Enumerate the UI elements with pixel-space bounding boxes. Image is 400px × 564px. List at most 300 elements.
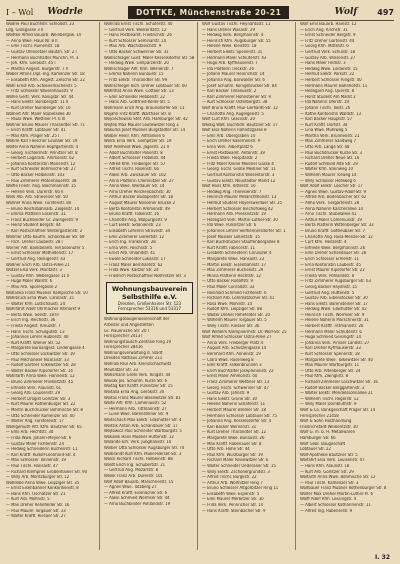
- directory-entry: — Hans Postbeamt. Friedrichstr. 26: [104, 33, 172, 39]
- directory-entry: — Rosa Wwe. Mohnstr. 14: [202, 301, 253, 307]
- directory-entry: — Hugo Arb. Kyffhäuserstr. 7: [202, 61, 258, 67]
- directory-entry: — Paul Mechaniker Nicolaistr. 33: [6, 357, 69, 363]
- directory-entry: — Minna Plätterin Hechtstr. 12: [202, 273, 261, 279]
- directory-entry: Wolek Franz Arb. Dürerstr. 101: [104, 473, 164, 479]
- directory-entry: Wolbrandt Kurt Kfm. Müller-Berset-Str. 3: [104, 451, 182, 457]
- directory-entry: — Heinrich Kfm. Augsburger Str. 55: [202, 38, 271, 44]
- directory-entry: — Kurt Kraftf. Fabricestr. 11: [202, 245, 255, 251]
- directory-entry: — Richard Dreher Neue Str. 16: [300, 156, 360, 162]
- directory-entry: — Erich Dreher Kasernenstr. 9: [202, 139, 261, 145]
- directory-entry: — Emil Arb. Hechtstr. 30: [6, 430, 54, 436]
- directory-entry: — Gertrud Verk. Weißeritzstr. 12: [104, 27, 167, 33]
- directory-entry: — Erich Schlosser Ermelstr. 11: [300, 256, 359, 262]
- directory-entry: — Otto Schneider Kamenzer Str. 40: [6, 413, 75, 419]
- directory-entry: — Kurt Arb. Mohnstr. 5: [6, 497, 50, 503]
- directory-entry: — Karl Postschaffner Wintergartenstr. 2: [6, 228, 83, 234]
- directory-entry: — Johanna Ang. Kesselsdorfer Str. 4: [202, 419, 272, 425]
- directory-entry: — Emil Zimmerer Gellertstr. 12: [104, 234, 165, 240]
- directory-entry: — Hans Dreher Wasastr. 29: [202, 27, 255, 33]
- page-number: 497: [377, 7, 394, 17]
- directory-entry: Woitschach Max Elektr. Glashütter Str. 4: [104, 418, 182, 423]
- directory-entry: Wolf Emil Bauarb. Hainstr. 12: [300, 22, 357, 27]
- directory-entry: Wohlthat Anna Wwe. Cottaer Str. 13: [104, 89, 174, 95]
- directory-entry: — Alwin Arb. Zwickauer Str. 102: [104, 173, 167, 179]
- directory-entry: — Josef Musiker Lößnitzstr. 15: [202, 234, 260, 240]
- directory-entry: Woitalla Erna Ang. Gerokstr. 30: [104, 390, 165, 396]
- directory-entry: Wöber Alfons Dipl.-Ing. Kamenzer Str. 18: [6, 72, 85, 78]
- directory-entry: — Horst Student Am Markt 2: [300, 94, 356, 100]
- directory-entry: — Hans Kfm. Oschatzer Str. 21: [6, 491, 66, 497]
- directory-entry: — Paul Tischl. Hansastr. 47: [6, 463, 58, 469]
- directory-entry: — Gustav Kfm. Webergasse 11 II: [6, 273, 70, 279]
- directory-entry: Wokurka Josef Musiker Burgstädter Str. 14: [104, 128, 186, 134]
- directory-entry: — Frida Wwe. Kaitzer Str. 24: [104, 268, 159, 274]
- directory-entry: — Helmut Elektr. Parkstr. 22: [300, 72, 355, 78]
- directory-entry: — Willy Elektr. Zschonergrundstr. 3: [202, 469, 270, 475]
- directory-entry: Wolf Gustav Tischl. Heynahtsstr. 11: [202, 22, 271, 27]
- directory-entry: — Helene Verk. Dürerstr. 66 II: [6, 189, 64, 195]
- directory-entry: — Agnes Wwe. Gustav-Adolf-Str. 9: [300, 189, 366, 195]
- directory-entry: — Lina Wwe. Mühlweg 5: [300, 128, 348, 134]
- directory-entry: — Kurt Schlosser Seminarstr. 14: [104, 38, 167, 44]
- directory-entry: Wöhlert Alfr. Maler Stübelallee 30: [6, 111, 71, 117]
- directory-entry: — Walter Ang. Förstereistr. 17: [6, 419, 64, 425]
- directory-entry: — Fritz Zimmerer Augsburger Str. 63: [300, 279, 371, 285]
- directory-entry: — Alfred Kraftf. Eisenacher Str. 6: [104, 490, 168, 496]
- directory-entry: Wolff Adolf Kfm. Lessingstr. 4: [300, 497, 357, 503]
- column-4: [300, 22, 394, 550]
- directory-entry: — Rich. Dreher Laubestr. 28 I: [6, 240, 63, 246]
- directory-entry: — Hans Kraftf. Steinbacher Str. 9: [202, 508, 266, 514]
- directory-entry: Wolf Gebr. Baugeschäft: [300, 441, 346, 447]
- directory-entry: — Herbert Schlosser Ringstr. 40: [300, 77, 362, 83]
- directory-entry: Wodtke Alfred Bauarb. Weinbergsw. 14: [6, 33, 81, 39]
- directory-entry: — Fritz Elektr. Tharandter Str. 99: [104, 77, 168, 83]
- directory-entry: Wolfbauer Franz Musiker Rothenburger Str. 8: [300, 486, 387, 492]
- directory-entry: — Erich Ang. Kirchstr. 31: [300, 27, 348, 33]
- directory-entry: — Anna Wwe. Werdauer Str. 14: [104, 184, 165, 190]
- directory-entry: — Kurt Schlosser Osterbergstr. 38: [202, 100, 268, 106]
- directory-entry: Wolck Richard Tischl. Holbeinstr. 88: [104, 457, 173, 463]
- directory-entry: — Kurt Dreher Nürnberger Str. 16: [6, 105, 71, 111]
- directory-entry: Wohlrab Ernst Tischl. Schäferstr. 40: [104, 22, 173, 27]
- directory-entry: Fernsprecher 24137: [104, 334, 143, 340]
- directory-entry: — Hedwig Verk. Bergmannstr. 4: [202, 33, 264, 39]
- directory-entry: — Richard Maler Reisewitzer Str. 6: [202, 458, 269, 464]
- directory-entry: — Walter Kfm. Lüttichaustr. 24: [6, 301, 66, 307]
- directory-entry: — Hermann Buchhalter Münchn. Pl. 3: [6, 55, 79, 61]
- directory-entry: — Clara Wwe. Rosenweg 8: [202, 357, 254, 363]
- directory-entry: Wölk Alb. Arb. Striesener Str. 50: [6, 195, 68, 201]
- directory-entry: Wohlschläger Gust. Maler Kesselsdorfer Str. 58: [104, 55, 195, 61]
- directory-entry: — Margarete Büroangest. Lindengasse 4: [6, 346, 85, 352]
- directory-entry: — Karl Dreher Kyffhäuserstr. 33: [300, 346, 361, 352]
- directory-entry: — Ernst Schlosser Mathildenstr. 17: [6, 251, 74, 257]
- directory-entry: Löbtauer Str. 22: [300, 447, 331, 453]
- column-2: [104, 22, 198, 550]
- directory-entry: — Gertrud Ang. Mozartstr. 8: [104, 468, 159, 474]
- directory-entry: — Friedrich Postschaffner Nöthnitzer Str. 3: [104, 273, 186, 279]
- directory-entry: — Albert Schlosser Katharinenstr. 11: [300, 503, 371, 509]
- directory-entry: — Bruno Kraftf. Falkenstr. 16: [104, 212, 159, 218]
- directory-entry: — Arno Dreher Reichenbachstr. 30: [104, 189, 171, 195]
- directory-entry: — Hans Elektr. Bärensteiner Str. 17: [300, 301, 368, 307]
- directory-entry: Woitag Karl Kraftf. Pulsnitzer Str. 15: [104, 384, 173, 390]
- directory-entry: — Erich Ing. Franklinstr. 28: [104, 240, 156, 246]
- directory-entry: — Joh. Kfm. Gerokstr. 45 I: [6, 61, 56, 67]
- directory-entry: Wohnungstausch-Zentrale Ring 19: [104, 339, 171, 345]
- directory-entry: — Margarete Wwe. Tolkewitzer Str. 40: [300, 357, 373, 363]
- directory-entry: Wölfle Friedr. Ang. Blochmannstr. 15: [6, 184, 76, 190]
- directory-entry: — Emil Schneider Hebbelstr. 22: [104, 94, 166, 100]
- directory-entry: Wolber Otto Schlosser Augsburger Str. 70: [104, 445, 185, 451]
- directory-entry: — Johannes Lehrer Hüblerstr. 40: [6, 335, 69, 341]
- directory-entry: Wölfel Anna Näherin Hopfgartenstr. 4: [6, 145, 79, 151]
- directory-entry: — Paula Wwe. Wettiner Pl. 6 III: [6, 117, 66, 123]
- directory-entry: Wolf & Co. Bankgeschäft Prager Str. 14: [300, 407, 376, 413]
- directory-entry: — Kurt Kraftf. Wiener Str. 52: [6, 340, 61, 346]
- directory-entry: — Hermann Schlosser Löbtauer Str. 75: [202, 413, 277, 419]
- directory-entry: — Ernst Maurer Kipsdorfer Str. 22: [300, 268, 365, 274]
- directory-entry: — Ernst Postbeamt. Antonstr. 39: [202, 150, 265, 156]
- directory-entry: — Alfred Tischl. Burgkstr. 22: [202, 475, 257, 481]
- directory-entry: — Arthur Bäcker Budapester Str. 18: [104, 195, 174, 201]
- directory-entry: — Paul Kfm. Zwinglistr. 8: [300, 374, 349, 380]
- directory-entry: — Max Maurer Wartburgstr. 11: [300, 363, 360, 369]
- directory-entry: Wöhl Ernst Arb. Schleiermacherstr. 5: [6, 83, 77, 89]
- directory-entry: Wohlgemuth Alfr. Kfm. Bautzner Str. 65: [6, 424, 82, 430]
- directory-entry: Wolf Alfred Schlosser Ostra-Allee 27: [202, 335, 272, 341]
- directory-entry: — Gustav Arb. Eibenstocker Str. 30: [300, 296, 368, 302]
- ad-phone-line: Fernsprecher 53316 und 53317: [117, 306, 181, 312]
- directory-entry: Wöhle Gertr. Verk. Königsbr. Str. 44: [6, 94, 74, 100]
- directory-entry: — Arthur Arb. Wölfnitzer Ring 7: [202, 480, 263, 486]
- directory-entry: — Helene Näherin Schäferstr. 11: [202, 402, 266, 408]
- directory-entry: Friedrichstadt Weißeritzstr. 30: [300, 424, 358, 430]
- directory-entry: — Bruno Zimmerer Prießnitzstr. 45: [6, 380, 74, 385]
- directory-entry: — Anna Wwe. Haus Nr. 8 II: [6, 38, 58, 44]
- directory-entry: — Erich Kraftf. Löbtauer Str. 41: [6, 128, 66, 134]
- directory-entry: — Rudolf Gärtner Tolkewitzer Str. 28: [6, 363, 76, 369]
- directory-entry: — Josef Schuhm. Königsbrücker Str. 84: [202, 83, 277, 89]
- directory-entry: — Georg Bäcker Haydnstr. 15: [300, 284, 358, 290]
- directory-entry: — Hans Elektr. Grüne Str. 30: [202, 396, 257, 402]
- directory-entry: Wohrab Paul Arb. Kleinzschachwitz: [104, 362, 172, 368]
- directory-entry: — Hedwig Schneiderin Buchenstr. 11: [6, 447, 78, 453]
- directory-entry: — Fritz Schlosser Waisenhausstr. 9: [6, 89, 73, 95]
- directory-entry: — Martin Elektr. Eisenbahnstr. 17: [202, 262, 267, 268]
- directory-entry: — Johann Tischl. Talstr. 26: [300, 105, 351, 111]
- directory-entry: Wojtowicz Paul Schneider Wartburgstr. 5: [104, 429, 182, 435]
- directory-entry: Wolf Adelheid Wwe. Jägerstr. 21 II: [104, 145, 170, 151]
- directory-entry: — August Maurer Nossener Brücke 2: [104, 201, 175, 206]
- directory-entry: — Otto Arb. Hohe Str. 44: [202, 447, 250, 453]
- directory-entry: — Erich Ing. Reichsstr. 36: [6, 318, 56, 324]
- directory-entry: — Margarete Wwe. Hansastr. 23: [202, 256, 265, 262]
- directory-entry: — Ida Wwe. Pulsnitzer Str. 6: [202, 223, 257, 229]
- directory-entry: Wohnungsverwaltung d. Stadt: [104, 350, 163, 356]
- directory-entry: — Gustav Ofensetzer Bautzn. Str. 2 I: [6, 49, 77, 55]
- directory-entry: — Johannes Lehrer Seifhennersdorfer Str. 1: [202, 228, 286, 234]
- directory-entry: — Paul Zimmerer Pfotenhauerstr. 38: [6, 178, 77, 184]
- directory-entry: — Herbert Elektr. Spenerstr. 31: [202, 49, 263, 55]
- directory-entry: — Herbert Kraftf. Tittmannstr. 20: [300, 324, 364, 330]
- directory-entry: — Arthur Maler Comeniusstr. 19: [300, 217, 362, 223]
- directory-entry: — Hans Elektr. Borsbergstr. 11 II: [6, 100, 69, 106]
- directory-entry: — Willy Arb. Moritzburger Str. 12: [6, 475, 70, 481]
- directory-entry: — Walter Kraftf. Riesaer Str. 27: [6, 514, 66, 520]
- directory-entry: — Hedwig Wwe. Glashütter Str. 42: [300, 307, 367, 313]
- advertisement-box: [106, 282, 193, 314]
- directory-entry: — Max Zimmerer Sandweg 7: [300, 139, 357, 145]
- directory-entry: — Franz Zimmerer Wettiner Str. 13: [202, 380, 270, 385]
- directory-entry: — Gustav Arb. Jahnstr. 9: [202, 391, 250, 397]
- directory-entry: — Kurt Maurer Rothenburger Str. 22: [6, 402, 76, 408]
- directory-entry: — Franz Maler Bernhardstr. 62: [104, 262, 163, 268]
- directory-entry: Wohmann Erich Ang. Braunsdorfer Str. 11: [104, 105, 185, 111]
- directory-entry: Wodrle Paul Buchhdlr. Schloßstr. 23: [6, 22, 75, 27]
- directory-entry: — Hans Kfm. Alaunstr. 18: [300, 463, 350, 469]
- directory-entry: — Fritz Maler Kleine Meißner Gasse 4: [202, 161, 274, 167]
- directory-entry: — Paul Buchdrucker Kurze Str. 3: [300, 150, 363, 156]
- directory-entry: Wötzel Elsa Verk. Moritzstr. 3: [6, 268, 62, 274]
- directory-entry: — Elisabeth Kfm. Angest. Zelsche Str. 22: [6, 77, 85, 83]
- directory-entry: — Fritz Dreher Gartenstr. 44: [300, 38, 355, 44]
- directory-entry: — Johann Maurer Heinrichstr. 14: [202, 72, 265, 78]
- ad-subtitle-line: Selbsthilfe e.V.: [121, 293, 178, 302]
- entry-columns: [6, 22, 394, 550]
- directory-entry: — Paul Maurer Torgauer Str. 33: [6, 508, 66, 514]
- directory-entry: — Willy Schlosser Hohlweg 6: [300, 178, 356, 184]
- directory-entry: — Max Kraftf. Rabenauer Str. 8: [202, 441, 262, 447]
- directory-entry: — Herbert Lagerarb. Ammonstr. 62: [6, 156, 75, 162]
- directory-entry: Fernsprecher 21458: [300, 413, 339, 419]
- directory-entry: Wolf Adolf Elektr. Löscher Str. 17: [300, 184, 363, 190]
- directory-entry: — Otto Bäcker Rudolfstr. 9: [202, 279, 254, 285]
- directory-entry: — Otto Arb. Lange Str. 48: [300, 145, 350, 151]
- directory-entry: — Albert Schlosser Fröbelstr. 44: [104, 156, 166, 162]
- directory-entry: — Max Schlosser Tannenstr. 19: [6, 458, 66, 464]
- directory-entry: — Hugo Schmied Geisingstr. 14: [300, 335, 361, 341]
- directory-entry: — Charlotte Ang. Rosa-Menzer-Str. 12: [300, 234, 373, 240]
- directory-entry: — Hedwig Wwe. Grillparzerstr. 20: [104, 61, 169, 67]
- directory-entry: — Frida Wwe. Johann-Meyer-Str. 6: [6, 435, 72, 441]
- directory-entry: Wolf-Apotheke Bautzner Str. 5: [300, 452, 358, 458]
- directory-entry: — Willy Tischl. Riesaer Str. 36: [202, 324, 260, 330]
- directory-entry: — Charlotte Ang. Kügelgenstr. 5: [202, 111, 264, 117]
- directory-entry: Wolfer Max Dreher Martin-Luther-Pl. 6: [300, 491, 373, 497]
- directory-entry: — Hedwig Wwe. Lindenstr. 15: [300, 66, 358, 72]
- directory-entry: — Charlotte Ang. Walpurgisstr. 9: [104, 217, 167, 223]
- header-name-left: Wodrle: [47, 7, 83, 17]
- directory-entry: Wolf Elsa Näherin Rähnitzgasse 8: [202, 128, 267, 134]
- directory-entry: — Georg Tischl. Schweriner Str. 47: [202, 385, 269, 391]
- directory-entry: — Karl Zimmerer Hohnsteiner Str. 9: [202, 94, 272, 100]
- directory-entry: — Elisabeth Wwe. Espenstr. 5: [202, 491, 260, 497]
- directory-entry: — Emma Näherin Bünaustr. 15: [104, 72, 164, 78]
- directory-entry: — Alfred Arb. Bodenbacher Str. 62: [300, 195, 367, 201]
- directory-entry: — Erich Buchhalter Josephinenstr. 22: [202, 368, 274, 374]
- directory-entry: — Gertrud Kontoristin Wiesentorstr. 3: [202, 173, 275, 179]
- directory-entry: — Georg Tischl. Große Meißner Str. 11: [202, 167, 276, 173]
- directory-entry: — Max Dreher Rehefelder Str. 16: [6, 503, 70, 509]
- directory-entry: — Berta Plätterin Wittenberger Str. 33: [300, 223, 374, 229]
- directory-entry: — Elisabeth Lehrerin Struvestr. 34: [104, 228, 170, 234]
- directory-entry: — Johanna Ang. Bärwalder Str. 6: [202, 77, 265, 83]
- directory-entry: Fernsprecher 28416: [104, 345, 143, 351]
- directory-entry: — Heinz Student Bergstr. 44: [6, 223, 61, 229]
- directory-entry: — Gertrud Ang. Huttenstr. 5: [300, 290, 355, 296]
- page-header: [6, 4, 394, 21]
- directory-entry: — Otto Bäcker Holbeinstr. 103: [6, 173, 65, 179]
- directory-entry: — Adolf Buchhalter Polierstr. 8: [104, 150, 163, 156]
- directory-entry: — Agnes Wwe. Tatzberg 27: [104, 485, 157, 491]
- directory-entry: — Ida Näherin Uferstr. 19: [300, 100, 349, 106]
- directory-entry: — Otto Schlosser Lockwitzer Str. 19: [6, 352, 75, 358]
- directory-entry: — Erna Verk. Reichsstr. 5: [104, 245, 153, 251]
- directory-entry: — Hermann Arb. Priessnitzstr. 19: [202, 212, 266, 218]
- directory-entry: — Karl Bäcker Hauptstr. 57: [300, 117, 353, 123]
- directory-entry: — Georg Tischlermstr. Pillnitzer Str. 8: [6, 150, 78, 156]
- directory-entry: — Richard Arb. Lommatzscher Str. 41: [202, 296, 275, 302]
- page-footer-mark: I. 32: [375, 554, 390, 561]
- directory-entry: Wohlschlegel Rich. Dreher Löbtauer Str. 60: [104, 83, 187, 89]
- ad-title-line: Wohnungsbauverein: [111, 285, 188, 294]
- directory-entry: — Kurt Schneider Böhmische Str. 27: [6, 167, 76, 173]
- directory-entry: Wolf Adolf Bauarb. Marschnerstr. 15: [104, 479, 174, 485]
- directory-entry: — Emil Maurer Merbitzer Str. 30: [202, 497, 264, 503]
- directory-entry: — Georg Kfm. Mittelstr. 6: [300, 44, 349, 50]
- directory-entry: Woitzik Anton Arb. Schandauer Str. 17: [104, 423, 178, 429]
- directory-entry: Wolf Curt Kfm. Glacisstr. 20: [202, 117, 255, 123]
- directory-entry: — Georg Arb. Louisenstr. 29: [6, 391, 61, 397]
- directory-entry: — Karl Bäcker Wernerstr. 31: [202, 424, 257, 430]
- directory-entry: — Bernhard Kfm. Annenstr. 19: [202, 352, 261, 358]
- directory-entry: — Martin Buchdrucker Böhmische Str. 8: [6, 407, 83, 413]
- directory-entry: — Berta Kontoristin Ammonstr. 49: [104, 206, 170, 212]
- directory-entry: — Kurt Kraftf. Dorfstr. 34: [300, 122, 348, 128]
- directory-entry: — Anna Näherin Karcherallee 14: [300, 206, 363, 212]
- directory-entry: Woldt Erich Ing. Schubertstr. 21: [104, 462, 166, 468]
- directory-entry: Wohlbrück Erna Wwe. Carolastr. 15: [6, 296, 74, 302]
- directory-entry: — Heinrich Tischl. Wormser Str. 9: [300, 312, 365, 318]
- directory-entry: — Ernst Maler Ammonstr. 60: [202, 374, 258, 380]
- directory-entry: — Gustav Maler Fichtenstr. 24: [6, 441, 64, 447]
- directory-entry: — Helene Wwe. Kleiststr. 18: [202, 44, 257, 50]
- directory-entry: — Hedwig Ang. Theresienstr. 7: [202, 189, 262, 195]
- column-3: [202, 22, 296, 550]
- directory-entry: — Martha Verk. Brunnenstr. 21: [300, 133, 360, 139]
- directory-entry: — Rudolf Schmied Alte Str. 29: [300, 161, 358, 167]
- directory-entry: — Franz Buchbinder Gr. Zwingerstr. 9: [6, 217, 79, 223]
- directory-entry: — Ernst Schneider Bergstr. 9: [300, 33, 356, 39]
- directory-entry: Wohlfarth Anna Wwe. Hähnelstr. 12: [6, 374, 75, 380]
- directory-entry: Wolfarth Anna Wwe. Böhmische Str. 12: [300, 475, 376, 481]
- directory-entry: — Anna Verk. Freiberger Platz 4: [202, 340, 264, 346]
- directory-entry: — Rudolf Kfm. Leipziger Str. 88: [202, 307, 262, 313]
- directory-entry: — Ernst Arb. Uhlandstr. 41: [104, 251, 156, 257]
- directory-entry: — Gertrud Verk. Schulstr. 18: [300, 49, 355, 55]
- directory-entry: Hamburger Str. 66: [300, 435, 336, 441]
- directory-entry: — Willy Maler Dornblüthstr. 9: [300, 402, 357, 408]
- directory-entry: — Paul Maler Conradstr. 33: [202, 284, 255, 290]
- directory-entry: — Wilhelm Maurer Torgauer Str. 5: [202, 318, 267, 324]
- directory-entry: — Hans Arb. Gottfried-Keller-Str. 5: [104, 100, 170, 106]
- directory-entry: Wohlschläger Alfr. Kfm. Wernerstr. 7: [104, 66, 174, 72]
- directory-entry: — Emil Dreher Schandauer Str. 38: [300, 251, 367, 257]
- directory-entry: — Luise Wwe. Bärensteiner Str. 9: [104, 412, 169, 418]
- directory-entry: — Gustav Arb. Wiesenstr. 27: [300, 55, 356, 61]
- directory-entry: — Alwin Schmied Wormser Str. 44: [104, 496, 170, 502]
- directory-entry: Wolck Erna Verk. Gompitzer Str. 19: [104, 139, 172, 145]
- directory-entry: — Emil Arb. Obergraben 14: [202, 133, 256, 139]
- directory-entry: Wohlfahrt Adolf Uhrmacher Altmarkt 9: [6, 307, 81, 313]
- directory-entry: — Paul Tischl. Kamenzer Str. 3: [300, 480, 359, 486]
- directory-entry: Wohllebe Anna Wwe. Leipziger Str. 35: [6, 480, 80, 486]
- directory-entry: — Paul Kfm. Würzburger Str. 19: [202, 452, 263, 458]
- directory-entry: — Richard Klempner Großenhainer Str. 90: [6, 469, 88, 475]
- directory-entry: — Alfred Tischl. Rosenstr. 66: [104, 167, 159, 173]
- directory-entry: — Curt Elektr. Sidonienstr. 23: [104, 223, 161, 229]
- directory-entry: — Kurt Dreher Tharandter Str. 12: [202, 430, 266, 436]
- header-advert-banner: DOTTKE, Münchenstraße 20-21: [128, 6, 289, 19]
- directory-entry: Wolf Wilhelm Klempnermstr. Dr.-Wolf-Str. 25: [202, 329, 287, 335]
- directory-entry: — Anna Plätterin Chemnitzer Str. 27: [104, 178, 174, 184]
- directory-entry: Wolf Hans Kfm. Ritterstr. 16: [202, 184, 256, 190]
- directory-entry: — Rudolf Bäcker Berggartenstr. 3: [300, 385, 365, 391]
- directory-entry: Gr. Plauensche Str. 20 I: [104, 328, 149, 334]
- directory-entry: — Arno Tischl. Stübelallee 41: [300, 212, 357, 218]
- header-name-right: Wolf: [334, 7, 358, 17]
- directory-entry: — Max Zimmerer Buchenstr. 29: [202, 268, 264, 274]
- directory-entry: — August Arb. Schützengasse 14: [202, 346, 267, 352]
- directory-entry: Wohsmann Grete Verk. Ringstr. 44: [104, 373, 171, 379]
- directory-entry: Wojtek Max Maurer Leutewitzer Ring 3: [104, 122, 179, 128]
- directory-entry: Wolande Elfr. Verk. Junghansstr. 10: [104, 440, 172, 446]
- directory-entry: — Wilhelm Maurer Torweg 14: [300, 173, 357, 179]
- directory-entry: Wöllmer Otto Kaufm. Schandauer Str. 69: [6, 234, 85, 240]
- directory-entry: — Bruno Schlosser Altgorbitzer Ring 11: [202, 486, 279, 492]
- directory-entry: Wörner Alfr. Bankbeamt. Terrassenufer 5: [6, 245, 85, 251]
- directory-entry: — Wilhelm Tischl. Regerstr. 12: [300, 396, 359, 402]
- directory-entry: — Max Arb. Wachsbleichstr. 9: [104, 44, 162, 50]
- directory-entry: Wolf Bruno Kraftf. Paul-Gerhardt-Str. 12: [202, 105, 278, 111]
- directory-entry: — Johanna Verk. Pirnaer Landstr. 27: [300, 340, 370, 346]
- directory-entry: — Frieda Verk. Pohlandstr. 8: [300, 273, 355, 279]
- directory-entry: Dresden Rathaus Zimmer 211: [104, 356, 163, 362]
- header-range: I – Wol: [6, 7, 34, 17]
- directory-entry: — Erna Kontoristin Laubestr. 45: [300, 262, 361, 268]
- directory-entry: — Hermann Maurer Bahnhofstr. 11: [300, 83, 368, 89]
- directory-entry: — Walter Elektr. Mendelssohnallee 21: [300, 391, 373, 397]
- directory-entry: — Karl Buchdrucker Stauffenbergallee 8: [202, 240, 280, 246]
- directory-entry: — Hermann Maler Schlüterstr. 43: [202, 55, 267, 61]
- directory-entry: — Hermann Arb. Tittmannstr. 27: [104, 406, 167, 412]
- directory-entry: — Heinrich Maurer Melanchthonstr. 13: [202, 195, 277, 201]
- directory-entry: — Bruno Reichsbahnarb. Ziegelstr. 14: [6, 206, 80, 212]
- directory-entry: — Walter Bäcker Kipsdorfer Str. 14: [6, 368, 73, 374]
- column-1: [6, 22, 100, 550]
- directory-entry: Wößner Erich Arb. Ostra-Allee 21: [6, 262, 70, 268]
- directory-entry: — Johanna Kontoristin Marienstr. 12: [6, 161, 76, 167]
- directory-entry: — Elfriede Wwe. Bergmannstr. 26: [300, 245, 366, 251]
- directory-entry: — Ida Plätterin Tieckstr. 26: [202, 66, 254, 72]
- directory-entry: Wolf & Sohn Holzhandlung: [300, 419, 352, 425]
- directory-entry: — Herbert Schlosser Bischofsweg 42: [202, 206, 274, 212]
- directory-entry: — Hans Tischl. Schulgutstr. 13: [6, 329, 65, 335]
- directory-entry: — Karl Kraftf. Rudolf-Leonhard-Str. 4: [6, 452, 76, 458]
- directory-entry: Wöllner Anna Wwe. Fürstenstr. 80: [6, 201, 72, 206]
